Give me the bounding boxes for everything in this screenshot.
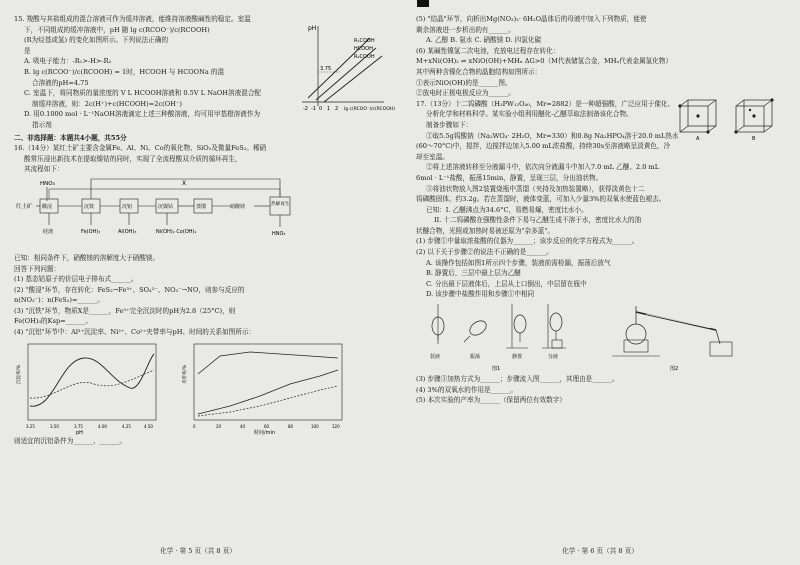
flow-step xyxy=(194,199,212,213)
page-footer-right: 化学 · 第 6 页（共 8 页） xyxy=(562,547,638,556)
q17-line: (60～70°C)中，搅拌，边搅拌边加入5.00 mL浓盐酸，持续30s至溶液略呈淡黄色，冷 xyxy=(416,142,671,151)
svg-text:装液: 装液 xyxy=(430,354,441,361)
q15-line: 是 xyxy=(24,46,31,55)
fig2-distillation-apparatus xyxy=(612,306,732,372)
page-left xyxy=(4,0,396,565)
q16-line: 其流程如下： xyxy=(24,165,64,174)
flow-step xyxy=(156,199,178,213)
svg-text:酸浸: 酸浸 xyxy=(42,203,53,210)
q16-line: 回答下列问题： xyxy=(14,264,61,273)
q17-line: 已知：I. 乙醚沸点为34.6°C，易燃易爆，密度比水小。 xyxy=(426,205,588,214)
q15-line-r2 xyxy=(324,56,382,102)
q16-6-line: ①表示NiO(OH)的是______图。 xyxy=(416,78,512,87)
q17-option-a: A. 该操作包括如图1所示四个步骤，装液前需检漏，振荡后放气 xyxy=(426,258,611,267)
chart1-xtick: 4.50 xyxy=(144,423,153,429)
q17-option-c: C. 分出最下层液体后，上层从上口倒出，中层留在瓶中 xyxy=(426,279,587,288)
section-2-heading: 二、非选择题：本题共4小题，共55分 xyxy=(14,133,127,142)
fig1-separatory-funnels xyxy=(430,304,566,372)
question-15 xyxy=(14,14,284,88)
q15-label-hcooh: HCOOH xyxy=(354,46,373,52)
q17-line: 6mol · L⁻¹盐酸，振荡15min，静置，呈现三层，分出油状物。 xyxy=(416,173,603,182)
q17-figures xyxy=(416,300,784,374)
q17-tail: (3) 步骤③加热方式为______；步骤流入图______，其理由是______。 xyxy=(416,375,619,384)
chart2-xlabel: 时间/min xyxy=(254,429,276,436)
svg-text:蒸馏: 蒸馏 xyxy=(196,203,207,210)
fig2-caption: 图2 xyxy=(670,366,679,373)
chart1-xtick: 3.25 xyxy=(26,423,35,429)
flow-out: HNO₃ xyxy=(272,230,286,237)
q16-5-line: 剩余溶液进一步析出的有______。 xyxy=(416,25,515,34)
q15-label-r1: R₁COOH xyxy=(354,38,375,44)
flow-step xyxy=(120,199,138,213)
page-footer-left: 化学 · 第 5 页（共 8 页） xyxy=(160,547,236,556)
chart2-xtick: 40 xyxy=(240,423,246,429)
q17-tail: (4) 3%的双氧水的作用是______。 xyxy=(416,385,518,394)
q16-line: n(NO₃⁻)：n(FeS₂)=______。 xyxy=(14,296,104,305)
q15-line: 合溶液的pH=4.75 xyxy=(32,78,89,87)
q16-tail: 则适宜的沉铝条件为______、______。 xyxy=(14,436,127,445)
q17-line: ①取5.5g钨酸钠（Na₂WO₄· 2H₂O，Mr=330）和0.8g Na₂HPO₄溶于20.0 mL热水 xyxy=(426,131,679,140)
q17-line: II. 十二钨磷酸在强酸性条件下易与乙醚生成不溶于水，密度比水大的油 xyxy=(434,216,642,225)
q15-option-c: C. 室温下，将同物质的量浓度的 V L HCOOH溶液和 0.5V L NaOH溶液混合配 xyxy=(24,89,262,98)
q15-line: 指示剂 xyxy=(32,120,52,129)
q16-chart-time xyxy=(180,340,360,436)
q15-option-d: D. 用0.1000 mol · L⁻¹NaOH溶液滴定上述三种酸溶液，均可用甲基橙溶液作为 xyxy=(24,110,261,119)
q15-ylabel: pH xyxy=(308,25,317,32)
q17-option-b: B. 静置后，三层中最上层为乙醚 xyxy=(426,269,521,278)
q16-5-line: (5) "结晶"环节，向析出Mg(NO₃)₂· 6H₂O晶体后的母液中加入下列物质，能使 xyxy=(416,15,647,23)
flow-loop-x: X xyxy=(182,179,187,187)
flow-step xyxy=(270,197,290,215)
q15-line: 制缓冲溶液，则：2c(H⁺)+c(HCOOH)=2c(OH⁻) xyxy=(32,99,182,108)
chart2-xtick: 80 xyxy=(288,423,294,429)
flow-step xyxy=(40,199,58,213)
svg-text:A: A xyxy=(696,136,700,142)
q15-xtick: 0 xyxy=(319,106,323,112)
q17-line: 状醚合物，光照或加热时易被还原为"杂多蓝"。 xyxy=(416,226,554,235)
q16-6-equation: M+xNi(OH)₂ ⇌ xNiO(OH)+MHₓ ΔG>0（M代表储氢合金，MHₓ代表金属氢化物） xyxy=(416,57,673,66)
q17-line: 却至室温。 xyxy=(416,152,449,161)
chart1-xlabel: pH xyxy=(76,429,83,436)
q16-line: 16.（14分）某红土矿主要含金属Fe、Al、Ni、Co的氧化物、SiO₂及微量FeS₂。稀硝 xyxy=(14,144,267,153)
q15-ph-graph xyxy=(288,20,396,112)
flow-out: 硅渣 xyxy=(43,228,54,235)
q15-ytick: 3.75 xyxy=(320,66,332,72)
q16-line: 酸常压浸出新技术在提取镍钴的同时，实现了全流程酸双介质的循环再生， xyxy=(24,154,242,163)
flow-out: Ni(OH)₂ Co(OH)₂ xyxy=(156,228,197,235)
flow-out: Al(OH)₃ xyxy=(118,228,137,235)
q17-tail: (5) 本次实验的产率为______（保留两位有效数字） xyxy=(416,396,566,405)
svg-text:沉镍钴: 沉镍钴 xyxy=(158,203,174,210)
q16-charts xyxy=(14,340,382,436)
q16-line: (3) "沉铁"环节，物质X是______，Fe³⁺完全沉淀时的pH为2.8（25°C)，则 xyxy=(14,306,236,315)
chart1-xtick: 4.25 xyxy=(122,423,131,429)
chart2-ylabel: 夹带率/% xyxy=(183,364,188,384)
q17-line: 17.（13分）十二钨磷酸（H₃PW₁₂O₄₀，Mr=2882）是一种超强酸，广泛应用于催化、 xyxy=(416,99,675,108)
svg-text:振荡: 振荡 xyxy=(470,354,481,361)
q16-6-block xyxy=(416,46,678,99)
q16-6-line: (6) 某碱性镍氢二次电池，充放电过程存在转化： xyxy=(416,46,560,55)
q16-line: (4) "沉铝"环节中：Al³⁺沉淀率、Ni²⁺、Co²⁺夹带率与pH、时间的关系如图所示： xyxy=(14,328,256,337)
svg-text:分液: 分液 xyxy=(548,354,559,361)
q17-line: 制备步骤如下： xyxy=(426,120,473,129)
flow-acid-input: HNO₃ xyxy=(40,180,55,187)
q15-option-a: A. 吸电子能力：-R₁>-H>-R₂ xyxy=(24,57,112,66)
q17-line: ③将油状物放入图2装置烧瓶中蒸馏（夹持及加热装置略），获得淡黄色十二 xyxy=(426,184,645,193)
chart1-xtick: 3.50 xyxy=(50,423,59,429)
q17-line: 分析化学和材料科学。某实验小组利用醚化-乙醚萃取法制备该化合物。 xyxy=(426,110,633,119)
chart2-xtick: 120 xyxy=(332,423,340,429)
svg-text:沉铝: 沉铝 xyxy=(122,203,133,210)
q17-line: (1) 步骤①中量取浓盐酸的仪器为______；该步反应的化学方程式为______。 xyxy=(416,237,639,246)
crystal-b xyxy=(734,98,773,142)
fig1-caption: 图1 xyxy=(492,366,501,373)
chart2-xtick: 20 xyxy=(216,423,222,429)
chart2-xtick: 100 xyxy=(311,423,319,429)
page-right xyxy=(406,0,794,565)
svg-text:B: B xyxy=(752,136,756,142)
q16-line: (1) 基态钴原子的价层电子排布式______。 xyxy=(14,275,138,284)
q15-xtick: -1 xyxy=(311,106,316,112)
q16-5-options: A. 乙醇 B. 氨水 C. 硝酸镁 D. 四氯化碳 xyxy=(426,36,542,45)
q16-line: 已知：相同条件下，硝酸镁的溶解度大于硝酸镁。 xyxy=(14,253,160,262)
svg-text:热解再生: 热解再生 xyxy=(271,201,290,207)
q16-line: Fe(OH)₃的Ksp=______。 xyxy=(14,317,93,326)
q16-flowchart xyxy=(14,175,382,253)
flow-feed: 红土矿 xyxy=(16,203,33,210)
chart2-xtick: 0 xyxy=(193,423,196,429)
q17-option-d: D. 该步骤中盐酸作用和步骤①中相同 xyxy=(426,290,535,299)
q15-line: 下，不同组成的缓冲溶液中，pH 随 lg c(RCOO⁻)/c(RCOOH) xyxy=(24,25,210,34)
flow-out: Fe(OH)₃ xyxy=(81,228,101,235)
q16-6-line: 其中两种含镍化合物的晶胞结构如图所示： xyxy=(416,67,542,76)
chart1-xtick: 3.75 xyxy=(74,423,83,429)
crystal-structures xyxy=(674,96,786,142)
q16-6-line: ②放电时正极电极反应为______。 xyxy=(416,89,515,98)
q15-xtick: -2 xyxy=(303,106,308,112)
q17-line: ②将上述溶液转移至分液漏斗中，依次向分液漏斗中加入7.0 mL 乙醚、2.0 mL xyxy=(426,163,660,172)
chart2-xtick: 60 xyxy=(264,423,270,429)
svg-text:静置: 静置 xyxy=(512,354,523,361)
q15-line: 15. 羧酸与其盐组成的混合溶液可作为缓冲溶液，能维持溶液酸碱性的稳定。室温 xyxy=(14,15,251,23)
chart1-ylabel: 沉淀率/% xyxy=(17,364,22,384)
svg-text:沉铁: 沉铁 xyxy=(84,203,95,210)
q15-line: (R为烃基或氢) 的变化如图所示。下列说法正确的 xyxy=(24,36,169,45)
q16-chart-ph xyxy=(14,340,164,436)
q15-xlabel: lg c(RCOO⁻)/c(RCOOH) xyxy=(344,107,396,112)
q15-label-r2: R₂COOH xyxy=(354,54,375,60)
q17-line: (2) 以下关于步骤②的说法不正确的是______。 xyxy=(416,248,553,257)
q16-line: (2) "酸浸"环节，存在转化：FeS₂→Fe³⁺、SO₄²⁻、NO₃⁻→NO，则参与反应的 xyxy=(14,285,245,294)
q15-xtick: 1 xyxy=(327,106,331,112)
flow-step xyxy=(82,199,100,213)
crystal-a xyxy=(678,100,716,142)
flow-step: 硝酸镁 xyxy=(230,203,246,210)
q15-xtick: 2 xyxy=(335,106,339,112)
q17-line: 钨磷酸固体，约3.2g。若在蒸馏时，液体变蓝，可加入少量3%的双氧水使蓝色褪去。 xyxy=(416,195,666,204)
chart1-xtick: 4.00 xyxy=(98,423,107,429)
q15-option-b: B. lg c(RCOO⁻)/c(RCOOH) = 1时，HCOOH 与 HCOONa 的混 xyxy=(24,67,225,76)
